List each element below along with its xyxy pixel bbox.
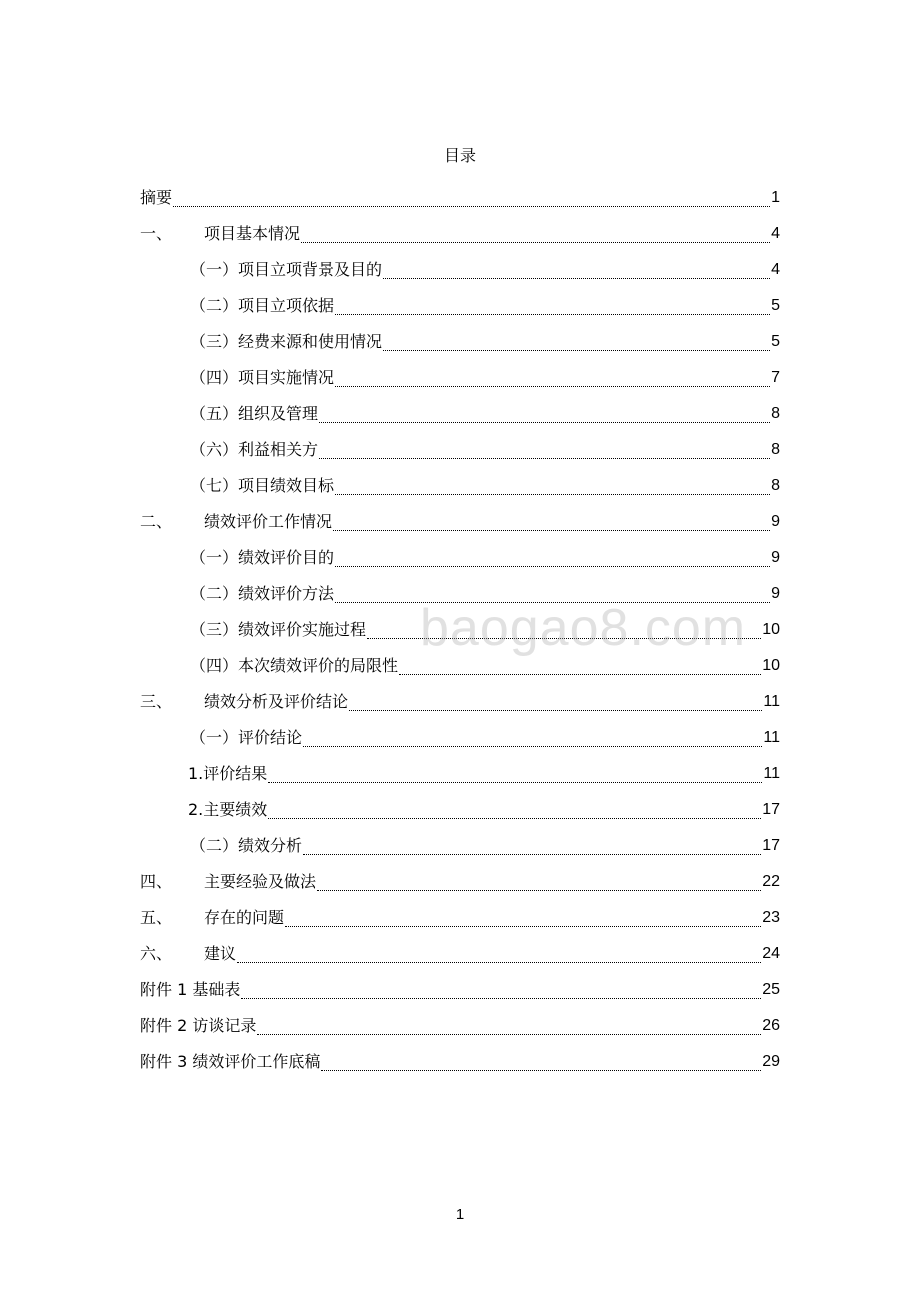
toc-dot-leader — [383, 350, 770, 351]
toc-entry-page: 9 — [771, 513, 780, 530]
toc-entry-title: （一）项目立项背景及目的 — [190, 260, 383, 279]
toc-entry-title: （二）绩效分析 — [190, 836, 303, 855]
toc-entry-page: 17 — [762, 801, 780, 818]
toc-entry-title: （二）项目立项依据 — [190, 296, 335, 315]
toc-dot-leader — [319, 422, 770, 423]
toc-entry-page: 9 — [771, 549, 780, 566]
toc-entry-page: 23 — [762, 909, 780, 926]
toc-entry-title: 存在的问题 — [204, 908, 285, 927]
toc-entry-title: （三）绩效评价实施过程 — [190, 620, 367, 639]
toc-entry[interactable] — [140, 972, 780, 1008]
toc-dot-leader — [349, 710, 762, 711]
toc-dot-leader — [268, 818, 761, 819]
toc-entry-title: （一）绩效评价目的 — [190, 548, 335, 567]
toc-entry-page: 11 — [763, 693, 780, 710]
toc-entry-page: 4 — [771, 261, 780, 278]
toc-entry-page: 9 — [771, 585, 780, 602]
toc-dot-leader — [367, 638, 761, 639]
toc-dot-leader — [303, 854, 761, 855]
toc-dot-leader — [317, 890, 761, 891]
toc-entry-number: 一、 — [140, 224, 173, 243]
toc-title: 目录 — [443, 146, 476, 165]
toc-entry-page: 5 — [771, 297, 780, 314]
toc-entry[interactable] — [140, 1008, 780, 1044]
toc-dot-leader — [285, 926, 761, 927]
toc-entry[interactable] — [140, 252, 780, 288]
toc-dot-leader — [237, 962, 761, 963]
toc-dot-leader — [335, 494, 770, 495]
toc-dot-leader — [333, 530, 770, 531]
toc-dot-leader — [319, 458, 770, 459]
toc-entry[interactable] — [140, 180, 780, 216]
toc-entry-title: 建议 — [204, 944, 237, 963]
toc-entry[interactable] — [140, 504, 780, 540]
toc-entry[interactable] — [140, 828, 780, 864]
toc-dot-leader — [301, 242, 770, 243]
toc-entry[interactable] — [140, 1044, 780, 1080]
toc-entry-page: 1 — [771, 189, 780, 206]
toc-entry-title: 附件 1 基础表 — [140, 980, 241, 999]
toc-dot-leader — [257, 1034, 761, 1035]
toc-entry-page: 11 — [763, 729, 780, 746]
page-number: 1 — [455, 1206, 465, 1223]
toc-entry-title: 附件 3 绩效评价工作底稿 — [140, 1052, 321, 1071]
toc-entry-title: （一）评价结论 — [190, 728, 303, 747]
toc-entry-page: 5 — [771, 333, 780, 350]
toc-entry[interactable] — [140, 216, 780, 252]
toc-entry[interactable] — [140, 792, 780, 828]
toc-entry-number: 四、 — [140, 872, 173, 891]
toc-dot-leader — [383, 278, 770, 279]
toc-entry-number: 五、 — [140, 908, 173, 927]
toc-entry-page: 7 — [771, 369, 780, 386]
toc-entry[interactable] — [140, 720, 780, 756]
toc-entry-page: 4 — [771, 225, 780, 242]
toc-dot-leader — [268, 782, 762, 783]
toc-entry-number: 二、 — [140, 512, 173, 531]
toc-dot-leader — [241, 998, 761, 999]
toc-entry-page: 8 — [771, 477, 780, 494]
toc-entry[interactable] — [140, 756, 780, 792]
table-of-contents — [140, 180, 780, 1080]
toc-dot-leader — [399, 674, 761, 675]
toc-entry[interactable] — [140, 900, 780, 936]
toc-entry-page: 8 — [771, 441, 780, 458]
toc-entry-title: 摘要 — [140, 188, 173, 207]
toc-entry-page: 17 — [762, 837, 780, 854]
toc-entry-number: 三、 — [140, 692, 173, 711]
toc-entry-page: 8 — [771, 405, 780, 422]
toc-entry-page: 24 — [762, 945, 780, 962]
toc-entry[interactable] — [140, 576, 780, 612]
toc-entry-page: 10 — [762, 657, 780, 674]
toc-dot-leader — [335, 602, 770, 603]
toc-entry-title: （四）项目实施情况 — [190, 368, 335, 387]
toc-entry[interactable] — [140, 324, 780, 360]
toc-entry[interactable] — [140, 432, 780, 468]
toc-entry[interactable] — [140, 360, 780, 396]
toc-entry-title: （二）绩效评价方法 — [190, 584, 335, 603]
toc-dot-leader — [303, 746, 762, 747]
toc-entry-page: 11 — [763, 765, 780, 782]
toc-entry-page: 26 — [762, 1017, 780, 1034]
toc-entry-page: 10 — [762, 621, 780, 638]
toc-entry[interactable] — [140, 468, 780, 504]
toc-entry-title: 项目基本情况 — [204, 224, 301, 243]
toc-entry[interactable] — [140, 648, 780, 684]
toc-entry[interactable] — [140, 936, 780, 972]
toc-entry-number: 六、 — [140, 944, 173, 963]
toc-entry-title: （四）本次绩效评价的局限性 — [190, 656, 399, 675]
toc-dot-leader — [335, 314, 770, 315]
toc-entry-title: 2.主要绩效 — [188, 800, 268, 819]
toc-entry-title: 主要经验及做法 — [204, 872, 317, 891]
toc-entry-page: 25 — [762, 981, 780, 998]
toc-entry-title: （六）利益相关方 — [190, 440, 319, 459]
toc-entry-title: （三）经费来源和使用情况 — [190, 332, 383, 351]
toc-entry-page: 22 — [762, 873, 780, 890]
toc-entry-title: 1.评价结果 — [188, 764, 268, 783]
toc-entry[interactable] — [140, 684, 780, 720]
watermark: baogao8.com — [420, 599, 747, 657]
toc-dot-leader — [321, 1070, 761, 1071]
toc-entry[interactable] — [140, 540, 780, 576]
toc-dot-leader — [335, 566, 770, 567]
toc-entry-title: 绩效评价工作情况 — [204, 512, 333, 531]
toc-entry-title: （七）项目绩效目标 — [190, 476, 335, 495]
toc-entry-title: 绩效分析及评价结论 — [204, 692, 349, 711]
toc-entry[interactable] — [140, 288, 780, 324]
toc-entry[interactable] — [140, 396, 780, 432]
toc-entry-title: （五）组织及管理 — [190, 404, 319, 423]
toc-entry[interactable] — [140, 864, 780, 900]
toc-entry[interactable] — [140, 612, 780, 648]
toc-entry-title: 附件 2 访谈记录 — [140, 1016, 257, 1035]
toc-dot-leader — [173, 206, 770, 207]
toc-dot-leader — [335, 386, 770, 387]
toc-entry-page: 29 — [762, 1053, 780, 1070]
